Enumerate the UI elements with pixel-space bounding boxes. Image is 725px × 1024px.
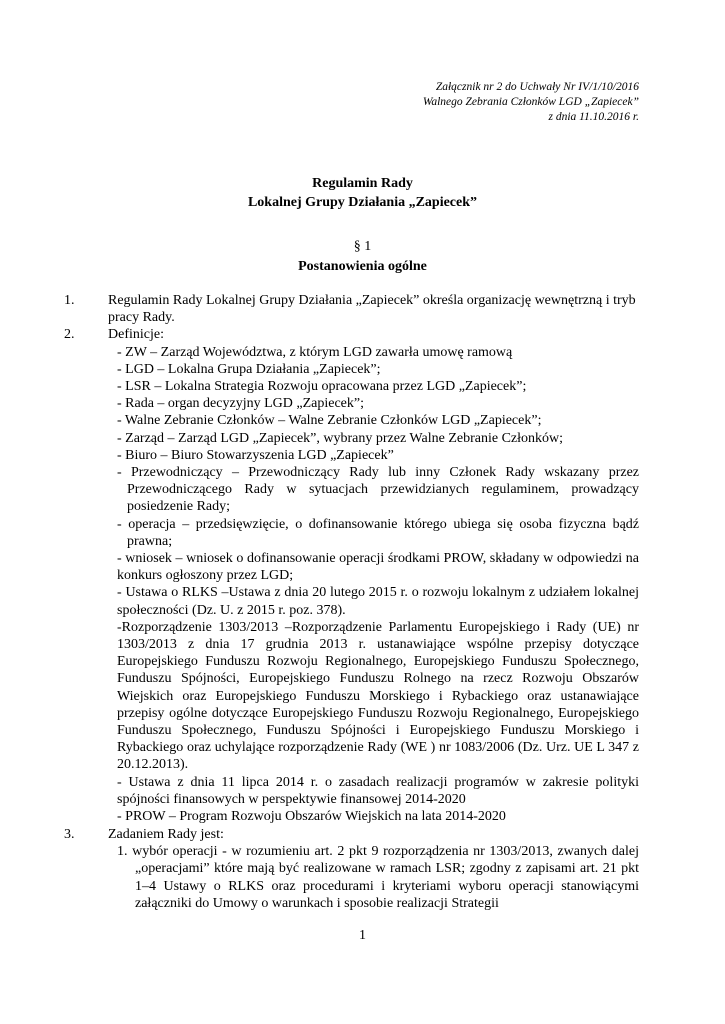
definition-walne-zebranie: - Walne Zebranie Członków – Walne Zebranie Członków LGD „Zapiecek”; <box>117 413 542 429</box>
list-item-3-text: Zadaniem Rady jest: <box>108 827 224 842</box>
task-item-1: 1. wybór operacji - w rozumieniu art. 2 pkt 9 rozporządzenia nr 1303/2013, zwanych dalej „operacjami” które mają być realizowane w ramach LSR; zgodny z zapisami art. 21 pkt 1–4 Ustawy o RLKS oraz procedurami i kryteriami wyboru operacji stanowiącymi załączniki do Umowy o warunkach i sposobie realizacji Strategii <box>117 844 639 911</box>
list-item-1-text: Regulamin Rady Lokalnej Grupy Działania „Zapiecek” określa organizację wewnętrzną i tryb pracy Rady. <box>108 293 636 326</box>
list-item-3-number: 3. <box>64 827 75 842</box>
definition-przewodniczacy: - Przewodniczący – Przewodniczący Rady lub inny Członek Rady wskazany przez Przewodniczącego Rady w sytuacjach przewidzianych regulaminem, prowadzący posiedzenie Rady; <box>117 465 639 515</box>
document-title <box>0 174 725 212</box>
list-item-2-text: Definicje: <box>108 327 164 343</box>
definition-biuro: - Biuro – Biuro Stowarzyszenia LGD „Zapiecek” <box>117 447 394 463</box>
definition-wniosek: - wniosek – wniosek o dofinansowanie operacji środkami PROW, składany w odpowiedzi na konkurs ogłoszony przez LGD; <box>117 551 639 584</box>
definition-zw: - ZW – Zarząd Województwa, z którym LGD zawarła umowę ramową <box>117 344 513 360</box>
attachment-header <box>423 80 639 125</box>
list-item-1-number: 1. <box>64 293 75 308</box>
definitions-list <box>117 344 639 826</box>
header-line-3: z dnia 11.10.2016 r. <box>548 111 639 123</box>
list-item-2-number: 2. <box>64 327 75 343</box>
section-title: Postanowienia ogólne <box>298 259 427 274</box>
definition-ustawa-2014: - Ustawa z dnia 11 lipca 2014 r. o zasadach realizacji programów w zakresie polityki spójności finansowych w perspektywie finansowej 2014-2020 <box>117 774 639 807</box>
title-line-2: Lokalnej Grupy Działania „Zapiecek” <box>247 195 478 210</box>
section-heading <box>0 237 725 277</box>
definition-operacja: - operacja – przedsięwzięcie, o dofinansowanie którego ubiega się osoba fizyczna bądź prawna; <box>117 516 639 549</box>
definition-rozporzadzenie: -Rozporządzenie 1303/2013 –Rozporządzenie Parlamentu Europejskiego i Rady (UE) nr 1303/2013 z dnia 17 grudnia 2013 r. ustanawiające wspólne przepisy dotyczące Europejskiego Funduszu Rozwoju Regionalnego, Europejskiego Funduszu Społecznego, Funduszu Spójności, Europejskiego Funduszu Rolnego na rzecz Rozwoju Obszarów Wiejskich oraz Europejskiego Funduszu Morskiego i Rybackiego oraz ustanawiające przepisy ogólne dotyczące Europejskiego Funduszu Rozwoju Regionalnego, Europejskiego Funduszu Społecznego, Funduszu Spójności i Europejskiego Funduszu Morskiego i Rybackiego oraz uchylające rozporządzenie Rady (WE ) nr 1083/2006 (Dz. Urz. UE L 347 z 20.12.2013). <box>117 619 639 773</box>
list-item-1 <box>64 292 639 326</box>
definition-lgd: - LGD – Lokalna Grupa Działania „Zapiecek”; <box>117 361 381 377</box>
definition-lsr: - LSR – Lokalna Strategia Rozwoju opracowana przez LGD „Zapiecek”; <box>117 379 527 395</box>
list-item-3 <box>64 826 639 843</box>
list-item-2 <box>64 326 639 343</box>
definition-zarzad: - Zarząd – Zarząd LGD „Zapiecek”, wybrany przez Walne Zebranie Członków; <box>117 430 564 446</box>
title-line-1: Regulamin Rady <box>312 176 413 191</box>
header-line-2: Walnego Zebrania Członków LGD „Zapiecek” <box>422 96 639 108</box>
definition-prow: - PROW – Program Rozwoju Obszarów Wiejskich na lata 2014-2020 <box>117 809 506 825</box>
definition-ustawa-rlks: - Ustawa o RLKS –Ustawa z dnia 20 lutego 2015 r. o rozwoju lokalnym z udziałem lokalnej społeczności (Dz. U. z 2015 r. poz. 378). <box>117 585 639 618</box>
tasks-section <box>64 826 639 912</box>
definition-rada: - Rada – organ decyzyjny LGD „Zapiecek”; <box>117 396 364 412</box>
page-number: 1 <box>359 928 366 943</box>
section-body <box>64 292 639 825</box>
header-line-1: Załącznik nr 2 do Uchwały Nr IV/1/10/2016 <box>435 81 639 93</box>
section-number: § 1 <box>353 239 372 254</box>
